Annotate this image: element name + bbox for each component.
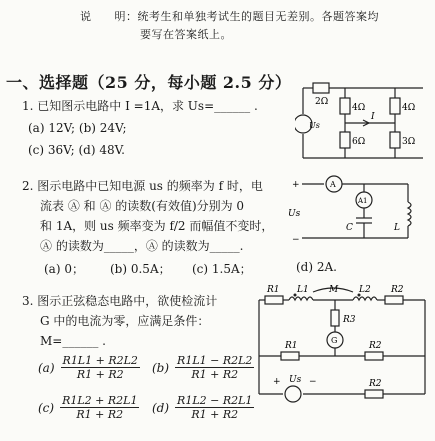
q3-option-a-label: (a) [38, 360, 55, 375]
q1-options-line2: (c) 36V; (d) 48V. [28, 143, 125, 157]
q2-line1: 2. 图示电路中已知电源 us 的频率为 f 时，电 [22, 179, 263, 193]
q3-option-c-denominator: R1 + R2 [76, 408, 124, 421]
q3-r1-label: R1 [267, 285, 280, 295]
q3-option-a-denominator: R1 + R2 [76, 368, 124, 381]
q2-ind-label: L [394, 223, 400, 233]
q2-option-c: (c) 1.5A； [192, 262, 252, 276]
q2-meter2-label: A1 [358, 197, 368, 205]
q3-r2c-label: R2 [369, 379, 382, 389]
section-title: 一、选择题（25 分，每小题 2.5 分） [6, 73, 292, 92]
q1-r-right-top-label: 4Ω [402, 103, 416, 113]
q3-option-c [38, 394, 139, 421]
q3-option-b-numerator: R1L1 − R2L2 [177, 354, 253, 367]
q2-source-label: Us [288, 209, 301, 219]
q2-line4: Ⓐ 的读数为_____，Ⓐ 的读数为_____. [40, 239, 244, 253]
q2-line2: 流表 Ⓐ 和 Ⓐ 的读数(有效值)分别为 0 [40, 199, 245, 213]
q3-line1: 3. 图示正弦稳态电路中，欲使检流计 [22, 294, 218, 308]
q1-current-label: I [371, 112, 375, 122]
q3-option-a [38, 354, 140, 381]
q3-option-a-fraction [61, 354, 140, 381]
q2-meter1-label: A [330, 180, 336, 189]
q2-cap-label: C [346, 223, 353, 233]
q3-option-d-fraction [175, 394, 254, 421]
q1-r-mid-low-label: 6Ω [352, 137, 366, 147]
q3-option-c-fraction [60, 394, 139, 421]
q2-minus-label: − [292, 235, 300, 245]
q3-l1-label: L1 [297, 285, 309, 295]
q1-r-top-label: 2Ω [315, 97, 329, 107]
q3-option-d-label: (d) [152, 400, 170, 415]
q1-source-label: Us [309, 121, 320, 130]
q2-plus-label: + [292, 180, 300, 190]
q3-m-label: M [329, 285, 339, 295]
q3-option-b [152, 354, 254, 381]
q3-option-c-label: (c) [38, 400, 55, 415]
q3-circuit-diagram [255, 282, 431, 404]
q2-circuit-diagram [284, 172, 424, 250]
q3-option-b-label: (b) [152, 360, 170, 375]
instructions-line-2: 要写在答案纸上。 [140, 28, 232, 41]
instructions-line-1: 说 明：统考生和单独考试生的题目无差别。各题答案均 [80, 10, 379, 23]
q2-option-d: (d) 2A. [296, 260, 337, 274]
q2-option-a: (a) 0； [44, 262, 84, 276]
q3-l2-label: L2 [359, 285, 371, 295]
q3-r2-label: R2 [391, 285, 404, 295]
q1-stem: 1. 已知图示电路中 I =1A，求 Us=______ . [22, 99, 258, 113]
q3-minus-label: − [309, 377, 317, 387]
q3-option-a-numerator: R1L1 + R2L2 [62, 354, 138, 367]
q3-r3-label: R3 [343, 315, 356, 325]
q1-r-mid-label: 4Ω [352, 103, 366, 113]
q3-line3: M=______ . [40, 334, 106, 348]
q1-r-right-low-label: 3Ω [402, 137, 416, 147]
q3-us-label: Us [289, 375, 302, 385]
q3-r2b-label: R2 [369, 341, 382, 351]
q2-line3: 和 1A，则 us 频率变为 f/2 而幅值不变时， [40, 219, 274, 233]
q3-plus-label: + [273, 377, 281, 387]
q3-option-b-fraction [175, 354, 254, 381]
q1-options-line1: (a) 12V; (b) 24V; [28, 121, 127, 135]
q3-r1b-label: R1 [285, 341, 298, 351]
q3-option-d-denominator: R1 + R2 [191, 408, 239, 421]
q3-g-label: G [331, 336, 338, 345]
q2-option-b: (b) 0.5A； [110, 262, 171, 276]
q3-option-d-numerator: R1L2 − R2L1 [177, 394, 253, 407]
q3-option-c-numerator: R1L2 + R2L1 [62, 394, 138, 407]
q3-line2: G 中的电流为零，应满足条件： [40, 314, 210, 328]
q3-option-d [152, 394, 254, 421]
q3-option-b-denominator: R1 + R2 [191, 368, 239, 381]
q1-circuit-diagram [295, 80, 430, 164]
